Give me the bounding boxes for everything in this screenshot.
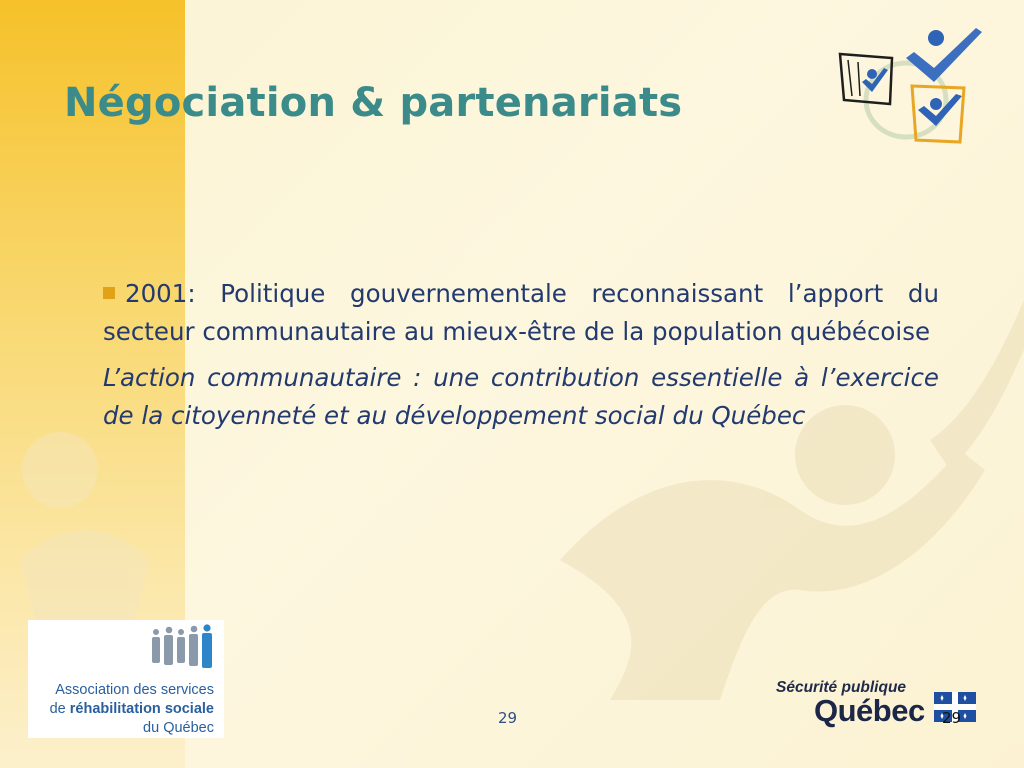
bullet-paragraph — [103, 275, 939, 351]
ministry-name: Sécurité publique — [776, 679, 907, 696]
quote-paragraph: L’action communautaire : une contribution essentielle à l’exercice de la citoyenneté et au développement social du Québec — [103, 363, 939, 430]
slide-number: 29 — [942, 709, 962, 727]
paragraph-text: 2001: Politique gouvernementale reconnaissant l’apport du secteur communautaire au mieux-être de la population québécoise — [103, 279, 939, 346]
asrsq-line-1: Association des services — [55, 682, 214, 698]
square-bullet-icon — [103, 287, 115, 299]
people-group-icon — [150, 624, 216, 670]
page-number: 29 — [498, 709, 518, 727]
slide-body — [103, 275, 939, 435]
slide-title: Négociation & partenariats — [64, 80, 683, 126]
government-name: Québec — [814, 693, 925, 728]
asrsq-line-2: de réhabilitation sociale — [49, 701, 214, 717]
asrsq-logo-text — [28, 681, 214, 738]
asrsq-line-3: du Québec — [143, 720, 214, 736]
checkmark-people-icon — [832, 24, 992, 150]
